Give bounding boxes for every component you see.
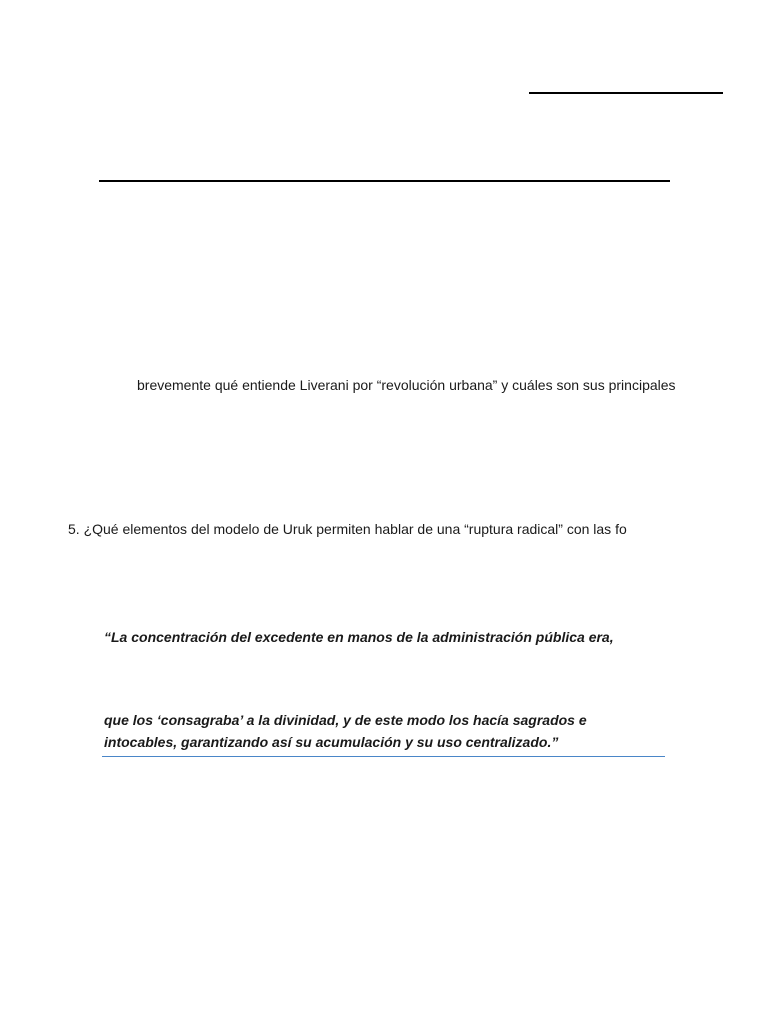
top-right-rule <box>529 92 723 94</box>
quote-line-3: intocables, garantizando así su acumulación y su uso centralizado.” <box>104 734 559 750</box>
question-5-line: 5. ¿Qué elementos del modelo de Uruk permiten hablar de una “ruptura radical” con las fo <box>68 521 627 537</box>
quote-line-1: “La concentración del excedente en manos de la administración pública era, <box>104 629 614 645</box>
title-rule <box>99 180 670 182</box>
revolucion-urbana-line: brevemente qué entiende Liverani por “revolución urbana” y cuáles son sus principales <box>137 377 676 393</box>
quote-underline <box>102 756 665 757</box>
quote-line-2: que los ‘consagraba’ a la divinidad, y de este modo los hacía sagrados e <box>104 712 587 728</box>
